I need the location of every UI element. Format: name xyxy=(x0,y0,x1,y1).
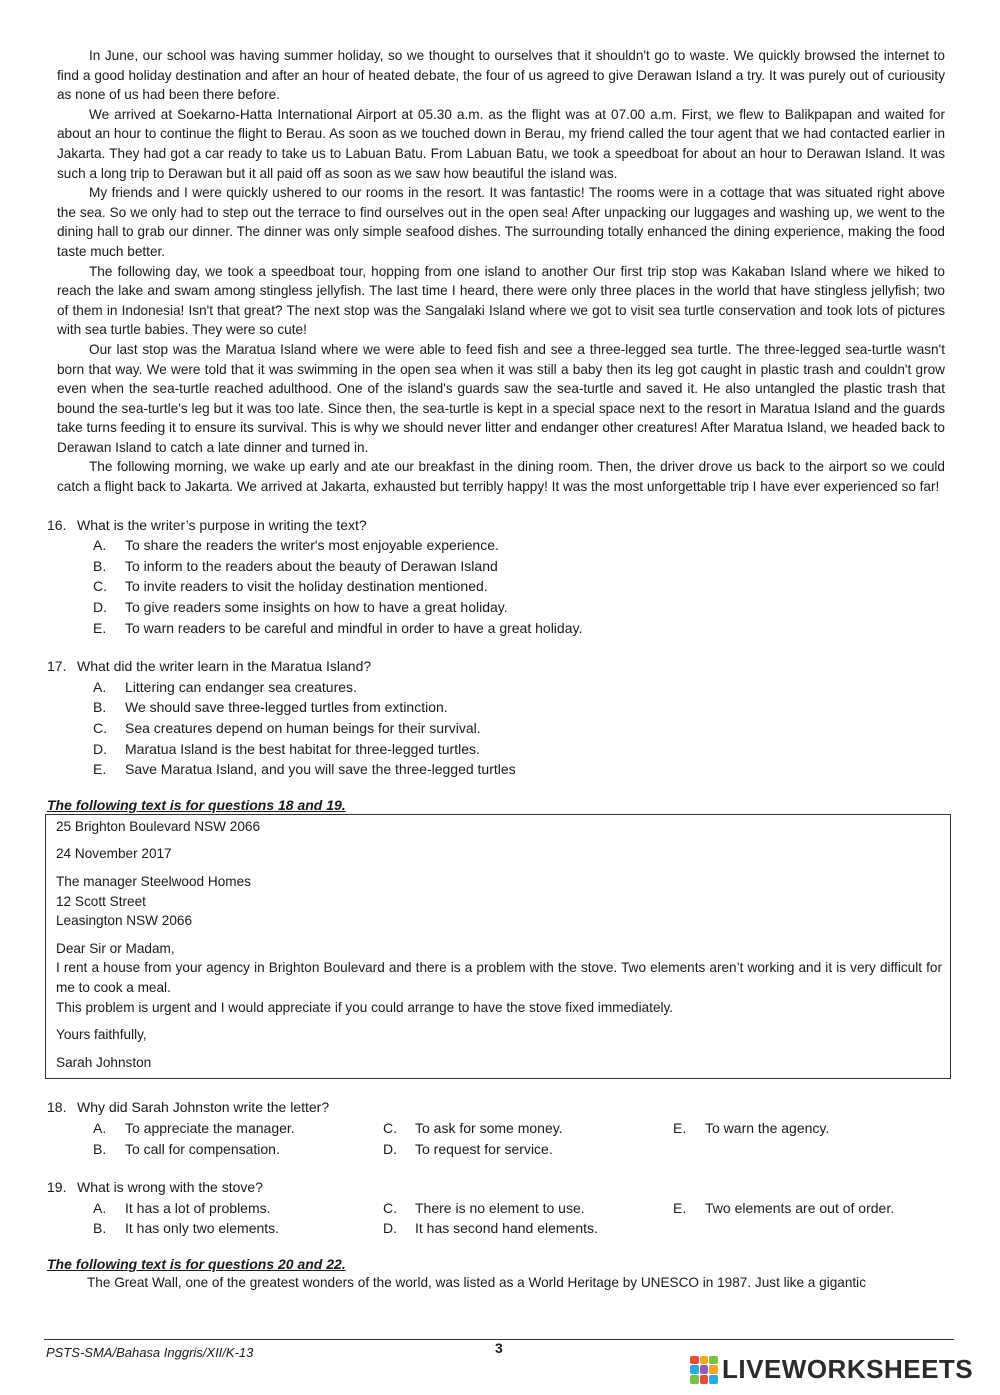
question-text: Why did Sarah Johnston write the letter? xyxy=(77,1099,330,1116)
letter-body xyxy=(56,939,950,1017)
great-wall-passage: The Great Wall, one of the greatest wonders of the world, was listed as a World Heritage by UNESCO in 1987. Just like a gigantic xyxy=(87,1274,866,1290)
letter-closing: Yours faithfully, xyxy=(56,1027,147,1043)
liveworksheets-logo-icon xyxy=(690,1356,718,1384)
brand-name: LIVEWORKSHEETS xyxy=(722,1354,974,1384)
question-text: What is the writer’s purpose in writing the text? xyxy=(77,516,367,533)
story-paragraph-6: The following morning, we wake up early and ate our breakfast in the dining room. Then, the driver drove us back to the airport so we could catch a flight back to Jakarta. We arrived at Jakarta, exhausted but terribly happy! It was the most unforgettable trip I have ever experienced so far! xyxy=(57,459,945,495)
option-b[interactable]: B. It has only two elements. xyxy=(93,1220,280,1237)
question-number: 17. xyxy=(47,658,67,675)
question-text: What is wrong with the stove? xyxy=(77,1179,263,1196)
story-paragraph-2: We arrived at Soekarno-Hatta International Airport at 05.30 a.m. as the flight was at 07.00 a.m. First, we flew to Balikpapan and waited for about an hour to continue the flight to Berau. As soon as we touched down in Berau, my friend called the tour agent that we had contacted earlier in Jakarta. They had got a car ready to take us to Labuan Batu. From Labuan Batu, we took a speedboat for about an hour to Derawan Island. It was such a long trip to Derawan but it all paid off as soon as we saw how beautiful the island was. xyxy=(57,106,945,181)
worksheet-page xyxy=(47,46,945,1292)
story-paragraph-1: In June, our school was having summer holiday, so we thought to ourselves that it shouldn't go to waste. We quickly browsed the internet to find a good holiday destination and after an hour of heated debate, the four of us agreed to give Derawan Island a try. It was purely out of curiousity as none of us had been there before. xyxy=(57,48,945,103)
question-16 xyxy=(47,515,945,639)
reading-passage xyxy=(57,46,945,497)
question-19 xyxy=(47,1177,945,1239)
letter-address: 25 Brighton Boulevard NSW 2066 xyxy=(56,818,261,834)
option-a[interactable]: A. Littering can endanger sea creatures. xyxy=(93,678,357,695)
letter-box xyxy=(45,814,951,1080)
footer-code: PSTS-SMA/Bahasa Inggris/XII/K-13 xyxy=(46,1345,254,1360)
option-d[interactable]: D. To give readers some insights on how to have a great holiday. xyxy=(93,599,508,616)
question-number: 19. xyxy=(47,1179,67,1196)
letter-recipient: The manager Steelwood Homes 12 Scott Street Leasington NSW 2066 xyxy=(56,873,251,929)
option-d[interactable]: D. It has second hand elements. xyxy=(383,1220,598,1237)
option-a[interactable]: A. It has a lot of problems. xyxy=(93,1199,271,1216)
option-e[interactable]: E. To warn readers to be careful and mindful in order to have a great holiday. xyxy=(93,619,583,636)
question-text: What did the writer learn in the Maratua Island? xyxy=(77,658,372,675)
question-number: 18. xyxy=(47,1099,67,1116)
section-heading-20-22: The following text is for questions 20 and 22. xyxy=(47,1255,346,1272)
options-grid xyxy=(93,1118,945,1159)
options-grid xyxy=(93,1198,945,1239)
question-17 xyxy=(47,656,945,780)
option-b[interactable]: B. To call for compensation. xyxy=(93,1140,280,1157)
letter-date: 24 November 2017 xyxy=(56,846,172,862)
option-d[interactable]: D. To request for service. xyxy=(383,1140,553,1157)
option-e[interactable]: E. Save Maratua Island, and you will save the three-legged turtles xyxy=(93,761,516,778)
section-heading-18-19: The following text is for questions 18 and 19. xyxy=(47,796,346,813)
option-b[interactable]: B. We should save three-legged turtles from extinction. xyxy=(93,699,448,716)
option-d[interactable]: D. Maratua Island is the best habitat for three-legged turtles. xyxy=(93,740,480,757)
letter-body-1: I rent a house from your agency in Brighton Boulevard and there is a problem with the stove. Two elements aren’t working and it is very difficult for me to cook a meal. xyxy=(56,960,942,995)
story-paragraph-4: The following day, we took a speedboat tour, hopping from one island to another Our first trip stop was Kakaban Island where we hiked to reach the lake and swam among stingless jellyfish. The last time I heard, there were only three places in the world that have stingless jellyfish; two of them in Indonesia! Isn't that great? The next stop was the Sangalaki Island where we got to visit sea turtle conservation and took lots of pictures with sea turtle babies. They were so cute! xyxy=(57,263,945,338)
letter-body-2: This problem is urgent and I would appreciate if you could arrange to have the stove fixed immediately. xyxy=(56,999,674,1015)
liveworksheets-brand[interactable] xyxy=(690,1354,973,1385)
option-b[interactable]: B. To inform to the readers about the beauty of Derawan Island xyxy=(93,557,498,574)
option-c[interactable]: C. There is no element to use. xyxy=(383,1199,585,1216)
story-paragraph-5: Our last stop was the Maratua Island where we were able to feed fish and see a three-legged sea turtle. The three-legged sea-turtle wasn't born that way. We were told that it was swimming in the open sea when it was still a baby then its leg got caught in plastic trash and couldn't grow even when the sea-turtle reached adulthood. One of the island's guards saw the sea-turtle and saved it. He also untangled the plastic trash that bound the sea-turtle's leg but it was too late. Since then, the sea-turtle is kept in a special space next to the resort in Maratua Island and the guards take turns feeding it to ensure its survival. This is why we should never litter and endanger other creatures! After Maratua Island, we headed back to Derawan Island to catch a late dinner and turned in. xyxy=(57,341,945,455)
page-number: 3 xyxy=(495,1340,503,1356)
option-c[interactable]: C. To invite readers to visit the holiday destination mentioned. xyxy=(93,578,488,595)
story-paragraph-3: My friends and I were quickly ushered to our rooms in the resort. It was fantastic! The rooms were in a cottage that was situated right above the sea. So we only had to step out the terrace to find ourselves out in the open sea! After unpacking our luggages and washing up, we went to the dining hall to grab our dinner. The dinner was only simple seafood dishes. The surrounding totally enhanced the dining experience, making the food taste much better. xyxy=(57,185,945,259)
option-e[interactable]: E. To warn the agency. xyxy=(673,1119,830,1136)
option-e[interactable]: E. Two elements are out of order. xyxy=(673,1199,895,1216)
question-number: 16. xyxy=(47,516,67,533)
option-c[interactable]: C. To ask for some money. xyxy=(383,1119,563,1136)
option-a[interactable]: A. To share the readers the writer's most enjoyable experience. xyxy=(93,537,499,554)
question-18 xyxy=(47,1097,945,1159)
letter-signature: Sarah Johnston xyxy=(56,1054,152,1070)
option-c[interactable]: C. Sea creatures depend on human beings for their survival. xyxy=(93,720,481,736)
letter-salutation: Dear Sir or Madam, xyxy=(56,940,175,956)
option-a[interactable]: A. To appreciate the manager. xyxy=(93,1119,295,1136)
